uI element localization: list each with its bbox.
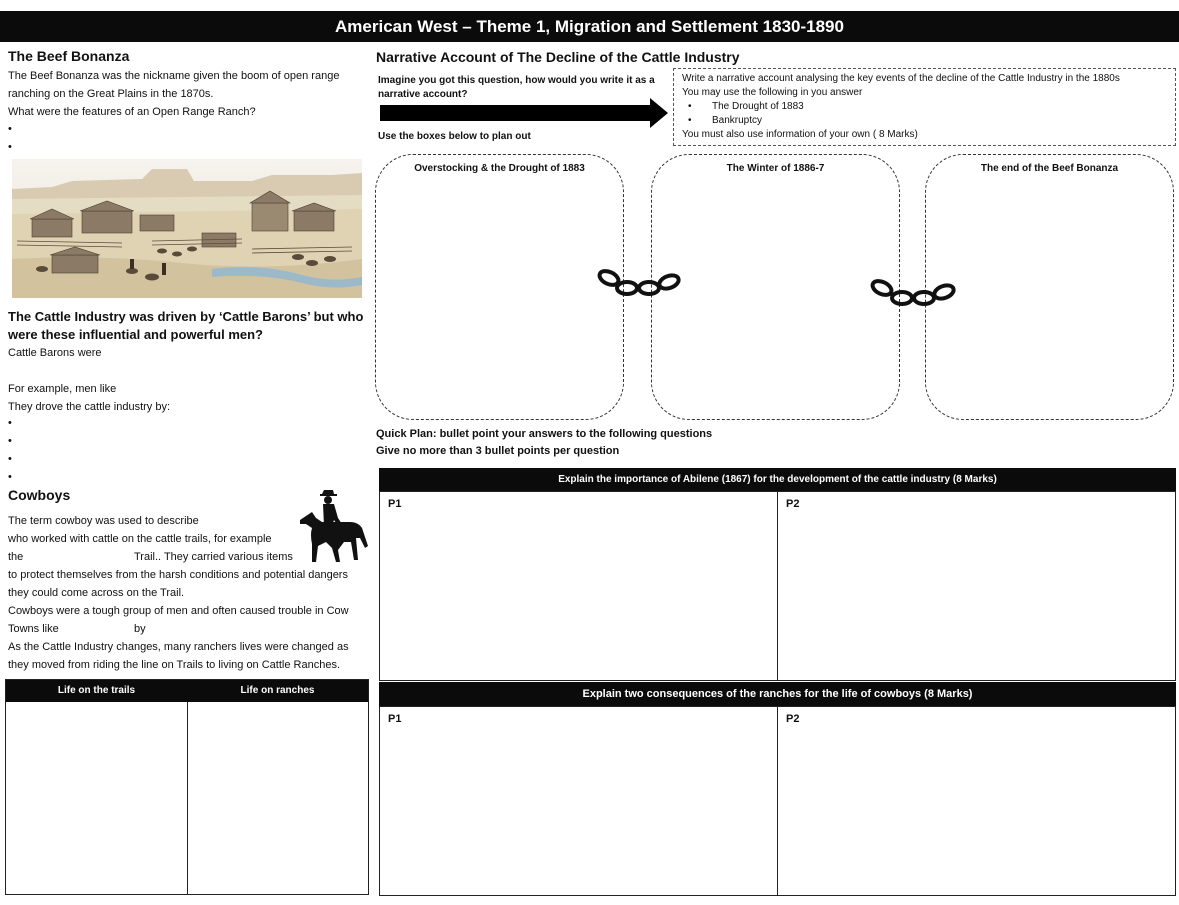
life-ranches-cell[interactable] xyxy=(187,702,369,894)
barons-text-1: Cattle Barons were xyxy=(8,347,102,359)
q1-p2-label: P2 xyxy=(786,498,800,510)
q1-title: Explain the importance of Abilene (1867) for the development of the cattle industry (8 Marks) xyxy=(379,468,1176,491)
cowboys-line-2: who worked with cattle on the cattle trails, for example xyxy=(8,533,272,545)
life-trails-header: Life on the trails xyxy=(57,685,136,696)
life-comparison-table xyxy=(5,679,369,895)
narrative-plan: Use the boxes below to plan out xyxy=(378,131,531,142)
cowboys-line-8: As the Cattle Industry changes, many ranchers lives were changed as xyxy=(8,641,349,653)
right-arrow-icon xyxy=(380,98,670,132)
beef-question: What were the features of an Open Range Ranch? xyxy=(8,106,256,118)
chain-box-end[interactable] xyxy=(925,154,1174,420)
question-item-drought: • The Drought of 1883 xyxy=(682,100,1167,114)
beef-bonanza-heading: The Beef Bonanza xyxy=(8,48,130,64)
q1-p1-cell[interactable] xyxy=(379,491,778,681)
chain-link-icon xyxy=(595,266,687,300)
barons-bullet-1: • xyxy=(8,417,12,429)
chain-box-winter[interactable] xyxy=(651,154,900,420)
cowboys-line-6: Cowboys were a tough group of men and often caused trouble in Cow xyxy=(8,605,349,617)
q2-p1-cell[interactable] xyxy=(379,706,778,896)
page-title: American West – Theme 1, Migration and Settlement 1830-1890 xyxy=(0,11,1179,42)
question-line-2: You may use the following in you answer xyxy=(682,87,863,98)
cattle-barons-heading-2: were these influential and powerful men? xyxy=(8,327,263,342)
cowboys-line-7a: Towns like xyxy=(8,623,59,635)
quick-plan-line-2: Give no more than 3 bullet points per question xyxy=(376,445,620,457)
ranch-illustration xyxy=(12,159,362,298)
chain-box-drought[interactable] xyxy=(375,154,624,420)
cowboy-silhouette-icon xyxy=(298,488,372,566)
cowboys-line-4: to protect themselves from the harsh conditions and potential dangers xyxy=(8,569,348,581)
cowboys-line-3b: Trail.. They carried various items xyxy=(134,551,293,563)
question-line-3: You must also use information of your own ( 8 Marks) xyxy=(682,129,918,140)
chain-box-drought-title: Overstocking & the Drought of 1883 xyxy=(414,163,585,174)
barons-text-3: They drove the cattle industry by: xyxy=(8,401,171,413)
cowboys-line-9: they moved from riding the line on Trails to living on Cattle Ranches. xyxy=(8,659,340,671)
cowboys-line-7b: by xyxy=(134,623,146,635)
beef-text-2: ranching on the Great Plains in the 1870s. xyxy=(8,88,214,100)
q2-p1-label: P1 xyxy=(388,713,402,725)
cattle-barons-heading-1: The Cattle Industry was driven by ‘Cattle Barons’ but who xyxy=(8,309,364,324)
cowboys-line-3a: the xyxy=(8,551,24,563)
narrative-prompt-1: Imagine you got this question, how would you write it as a xyxy=(378,75,655,86)
narrative-heading: Narrative Account of The Decline of the Cattle Industry xyxy=(376,49,740,65)
barons-bullet-3: • xyxy=(8,453,12,465)
q2-title: Explain two consequences of the ranches for the life of cowboys (8 Marks) xyxy=(379,682,1176,706)
q2-p2-label: P2 xyxy=(786,713,800,725)
question-item-bankruptcy: • Bankruptcy xyxy=(682,114,1167,128)
quick-plan-line-1: Quick Plan: bullet point your answers to the following questions xyxy=(376,428,713,440)
barons-bullet-2: • xyxy=(8,435,12,447)
chain-link-icon xyxy=(868,276,962,310)
question-box xyxy=(673,68,1176,146)
chain-box-end-title: The end of the Beef Bonanza xyxy=(980,163,1119,174)
cowboys-line-5: they could come across on the Trail. xyxy=(8,587,185,599)
cowboys-heading: Cowboys xyxy=(8,487,71,503)
life-ranches-header: Life on ranches xyxy=(240,685,315,696)
chain-box-winter-title: The Winter of 1886-7 xyxy=(726,163,825,174)
q1-p2-cell[interactable] xyxy=(777,491,1176,681)
life-trails-cell[interactable] xyxy=(6,702,187,894)
question-line-1: Write a narrative account analysing the key events of the decline of the Cattle Industry in the 1880s xyxy=(682,73,1120,84)
narrative-prompt-2: narrative account? xyxy=(378,89,468,100)
beef-bullet-1: • xyxy=(8,123,12,135)
q2-p2-cell[interactable] xyxy=(777,706,1176,896)
cowboys-line-1: The term cowboy was used to describe xyxy=(8,515,199,527)
barons-text-2: For example, men like xyxy=(8,383,117,395)
q1-p1-label: P1 xyxy=(388,498,402,510)
barons-bullet-4: • xyxy=(8,471,12,483)
beef-bullet-2: • xyxy=(8,141,12,153)
beef-text-1: The Beef Bonanza was the nickname given the boom of open range xyxy=(8,70,340,82)
